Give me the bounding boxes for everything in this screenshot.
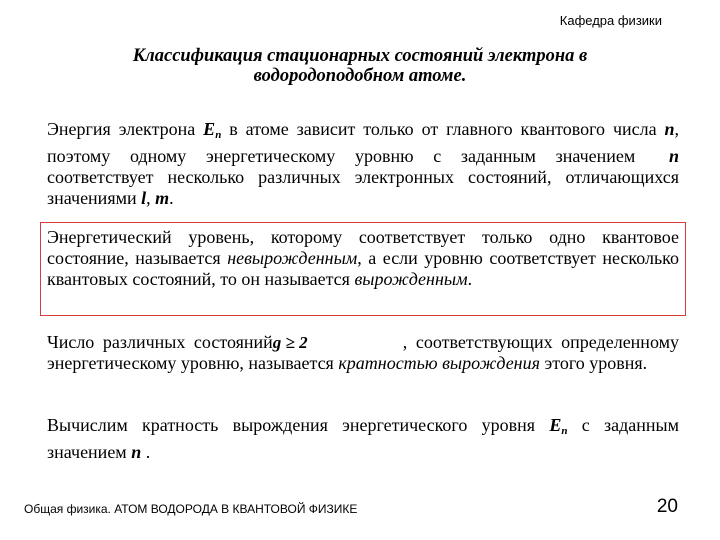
quantum-number-n: n [131,442,142,462]
term-degenerate: вырожденным [354,269,468,289]
text-run: Число различных состояний [47,332,273,352]
term-multiplicity: кратностью вырождения [338,353,540,373]
text-run: Энергетический уровень, которому соответствует только одно квантовое состояние, называется [47,227,679,268]
text-run: . [467,269,473,289]
text-run: Энергия электрона [47,119,204,139]
degeneracy-definition-paragraph [47,227,679,290]
text-run: в атоме зависит только от главного квантового числа [221,119,665,139]
energy-symbol: $E_n$ [203,119,222,141]
compute-paragraph [47,415,679,463]
text-run: с заданным значением [47,415,679,462]
text-run: , а если уровню соответствует несколько квантовых состояний, то он называется [47,248,680,289]
text-run: . [141,442,151,462]
term-nondegenerate: невырожденным [227,248,358,268]
slide-title-line-1: Классификация стационарных состояний электрона в [132,46,588,66]
formula-g-ge-2: g ≥ 2 [272,333,308,352]
text-run: , поэтому одному энергетическому уровню с заданным значением [47,119,679,166]
text-run: . [169,188,174,208]
text-run: , [146,188,156,208]
page-number: 20 [656,496,678,517]
slide-title [60,46,660,86]
text-run: соответствует несколько различных электронных состояний, отличающихся значениями [47,167,679,208]
text-run: , соответствующих определенному энергетическому уровню, называется [47,332,679,373]
footer-course-title: Общая физика. АТОМ ВОДОРОДА В КВАНТОВОЙ ФИЗИКЕ [24,502,358,516]
quantum-number-m: m [155,188,170,208]
quantum-number-n: n [664,119,675,139]
energy-subscript: n [215,129,222,141]
quantum-number-l: l [141,188,147,208]
energy-symbol: $E_n$ [549,415,568,437]
text-run: этого уровня. [539,353,648,373]
slide-title-line-2: водородоподобном атоме. [253,66,467,86]
department-header: Кафедра физики [559,13,662,28]
energy-paragraph [47,119,679,209]
text-run: Вычислим кратность вырождения энергетического уровня [47,415,550,435]
energy-subscript: n [561,425,568,437]
multiplicity-paragraph [47,332,679,374]
quantum-number-n: n [668,146,679,166]
